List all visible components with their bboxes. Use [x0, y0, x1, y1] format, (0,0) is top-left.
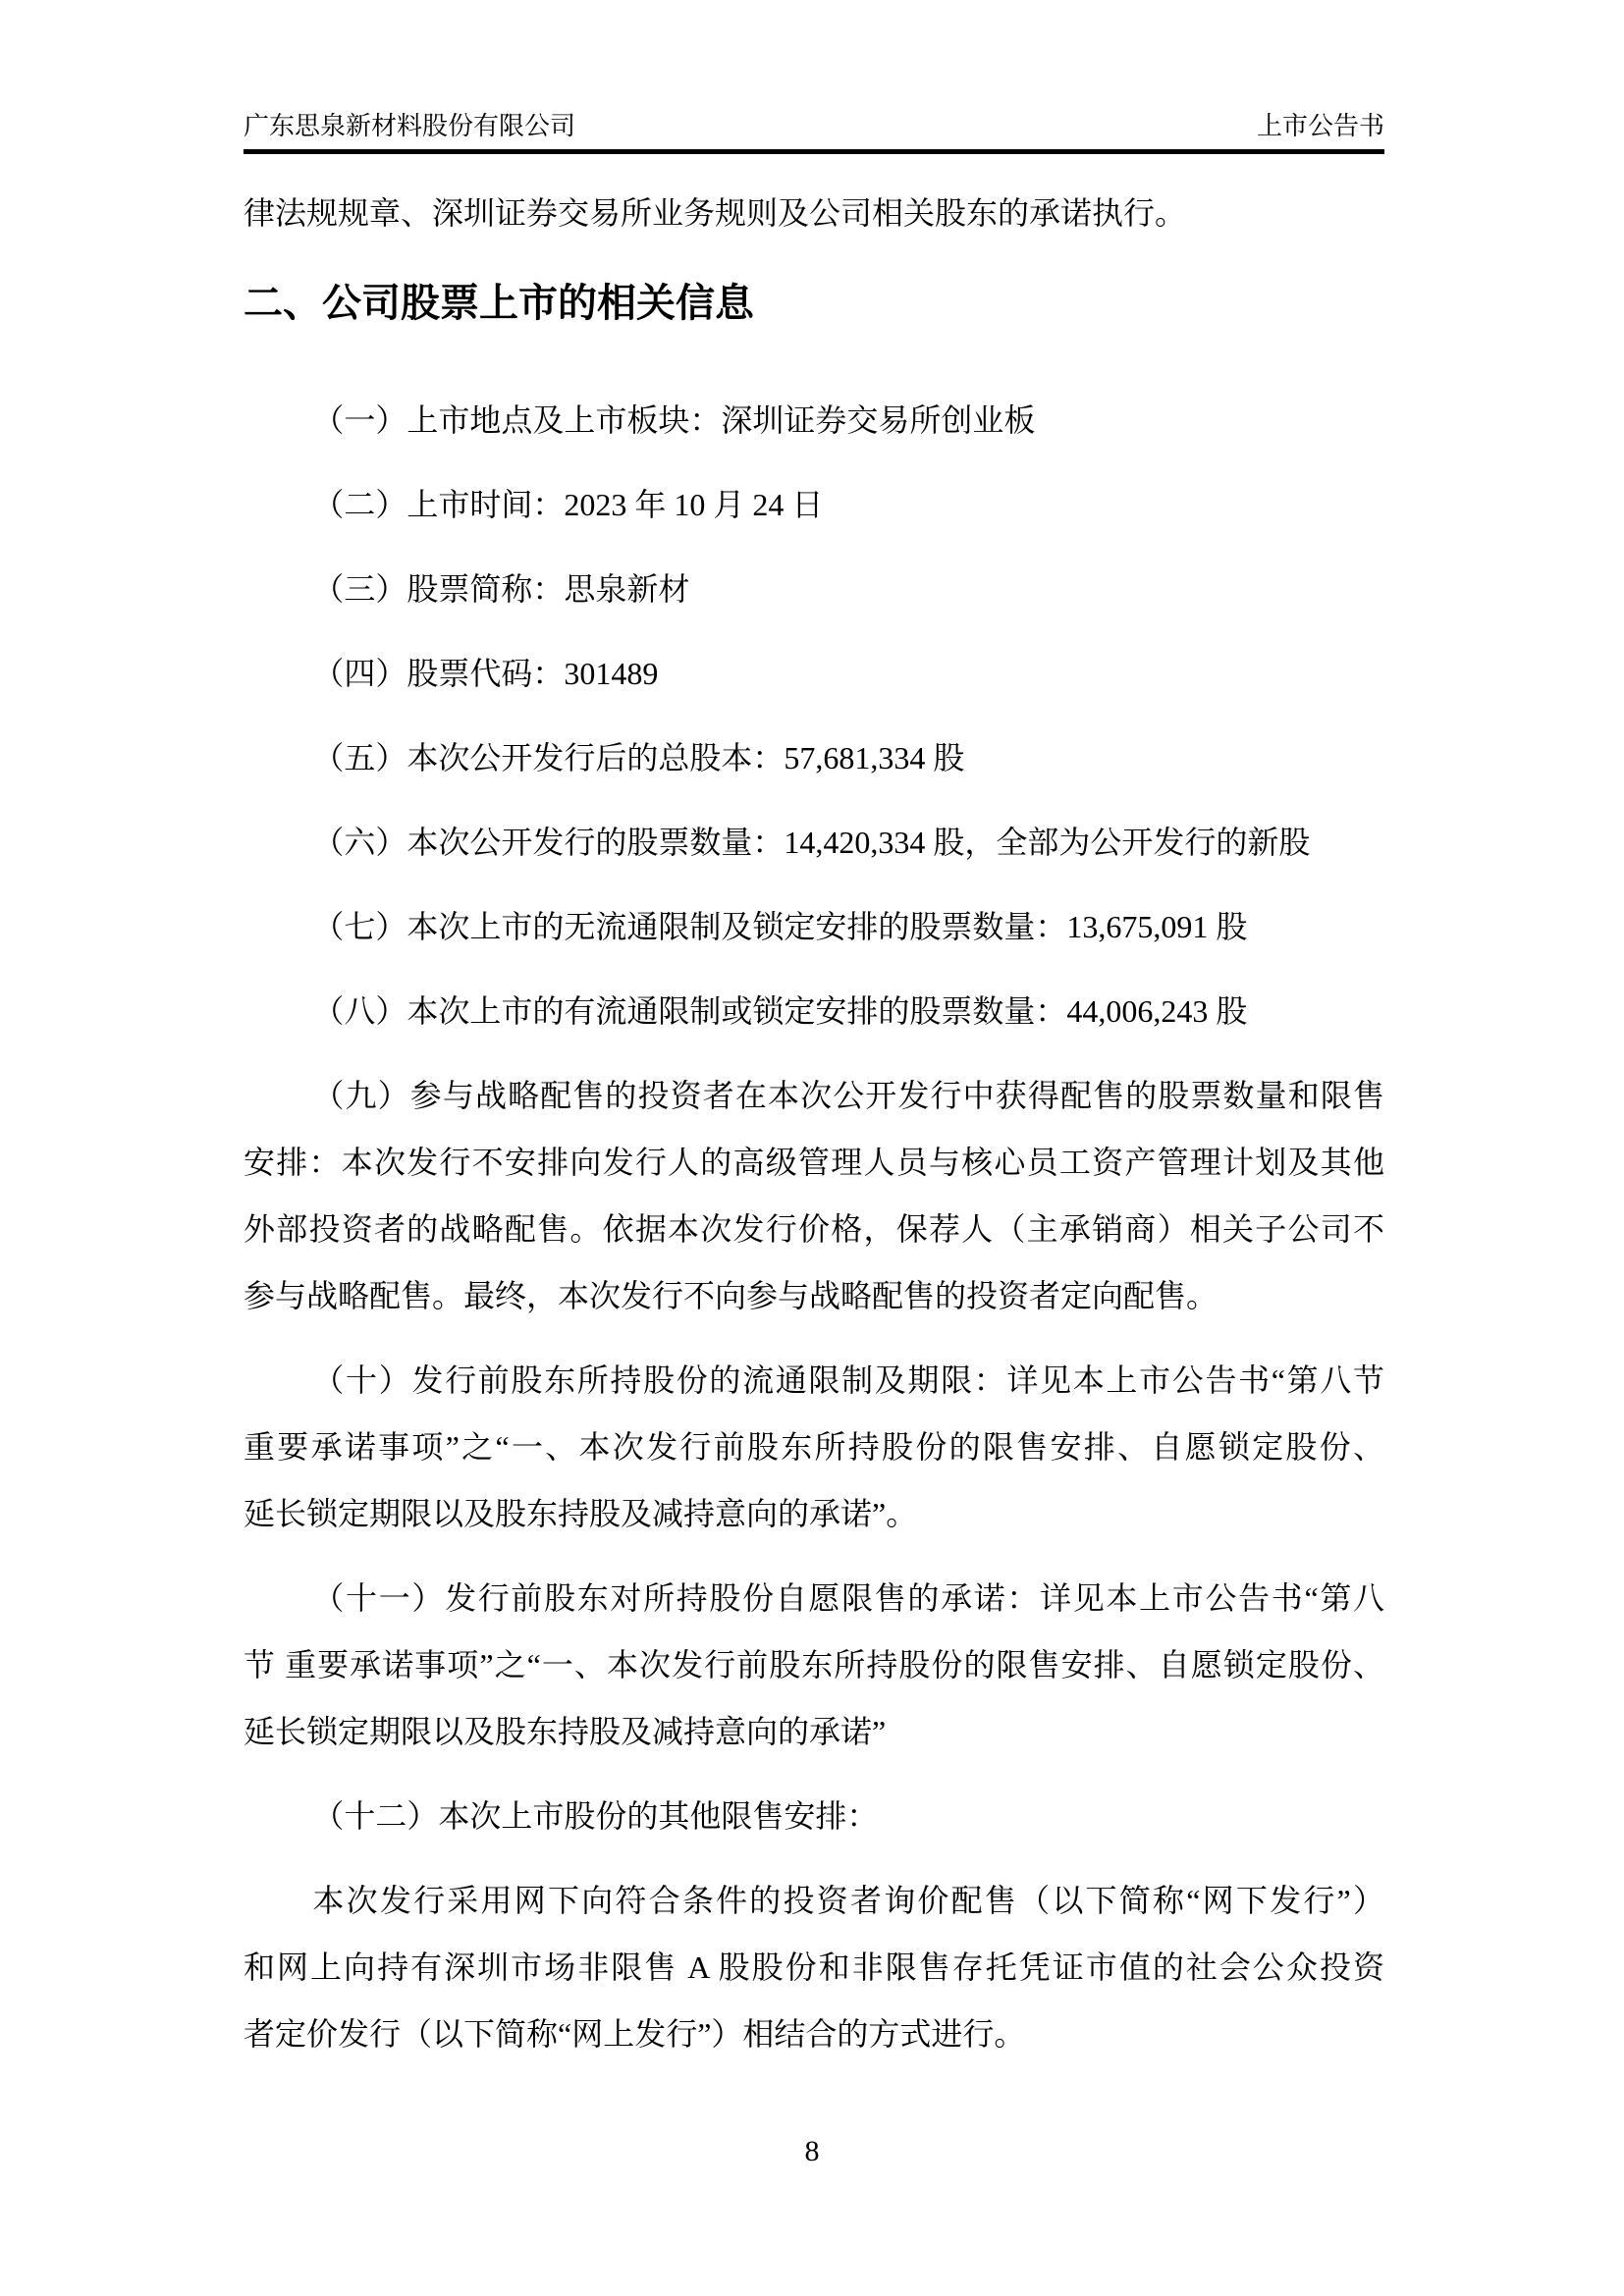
paragraph-line: 者定价发行（以下简称“网上发行”）相结合的方式进行。	[244, 2016, 1026, 2052]
paragraph-line: （九）参与战略配售的投资者在本次公开发行中获得配售的股票数量和限售	[312, 1078, 1384, 1113]
page-header	[244, 0, 1384, 154]
page-footer	[0, 2118, 1624, 2185]
list-item-line: （八）本次上市的有流通限制或锁定安排的股票数量：44,006,243 股	[312, 993, 1248, 1029]
list-item-6	[244, 809, 1384, 876]
paragraph-line: 延长锁定期限以及股东持股及减持意向的承诺”。	[244, 1496, 918, 1531]
paragraph-line: 节 重要承诺事项”之“一、本次发行前股东所持股份的限售安排、自愿锁定股份、	[244, 1647, 1384, 1682]
list-item-line: （六）本次公开发行的股票数量：14,420,334 股，全部为公开发行的新股	[312, 825, 1311, 860]
list-item-5	[244, 724, 1384, 791]
paragraph-line: 延长锁定期限以及股东持股及减持意向的承诺”	[244, 1714, 887, 1749]
header-doc-type: 上市公告书	[1256, 112, 1384, 140]
paragraph-line: 本次发行采用网下向符合条件的投资者询价配售（以下简称“网下发行”）	[312, 1883, 1384, 1918]
list-item-line: （一）上市地点及上市板块：深圳证券交易所创业板	[312, 402, 1036, 438]
paragraph-line: 参与战略配售。最终，本次发行不向参与战略配售的投资者定向配售。	[244, 1278, 1218, 1313]
list-item-line: （四）股票代码：301489	[312, 656, 659, 691]
list-item-line: （三）股票简称：思泉新材	[312, 571, 690, 607]
list-item-line: （五）本次公开发行后的总股本：57,681,334 股	[312, 740, 965, 775]
list-item-1	[244, 387, 1384, 454]
paragraph-line: （十）发行前股东所持股份的流通限制及期限：详见本上市公告书“第八节	[312, 1362, 1384, 1398]
list-item-11	[244, 1565, 1384, 1765]
list-item-line: （十二）本次上市股份的其他限售安排：	[312, 1798, 879, 1834]
document-body	[244, 180, 1384, 2067]
list-item-2	[244, 471, 1384, 538]
list-item-9	[244, 1062, 1384, 1329]
list-item-7	[244, 893, 1384, 960]
paragraph-line: 外部投资者的战略配售。依据本次发行价格，保荐人（主承销商）相关子公司不	[244, 1211, 1384, 1247]
section-heading: 二、公司股票上市的相关信息	[244, 282, 754, 325]
closing-paragraph	[244, 1867, 1384, 2067]
list-item-3	[244, 556, 1384, 622]
list-item-12	[244, 1783, 1384, 1849]
list-item-line: （二）上市时间：2023 年 10 月 24 日	[312, 487, 824, 522]
page-number: 8	[804, 2135, 820, 2167]
list-item-4	[244, 640, 1384, 707]
paragraph-line: 和网上向持有深圳市场非限售 A 股股份和非限售存托凭证市值的社会公众投资	[244, 1949, 1384, 1985]
list-item-10	[244, 1347, 1384, 1547]
list-item-line: （七）本次上市的无流通限制及锁定安排的股票数量：13,675,091 股	[312, 909, 1248, 944]
paragraph-line: （十一）发行前股东对所持股份自愿限售的承诺：详见本上市公告书“第八	[312, 1580, 1384, 1616]
header-company-name: 广东思泉新材料股份有限公司	[244, 112, 576, 140]
intro-line: 律法规规章、深圳证券交易所业务规则及公司相关股东的承诺执行。	[244, 195, 1187, 231]
list-item-8	[244, 978, 1384, 1044]
paragraph-line: 安排：本次发行不安排向发行人的高级管理人员与核心员工资产管理计划及其他	[244, 1145, 1384, 1180]
paragraph-line: 重要承诺事项”之“一、本次发行前股东所持股份的限售安排、自愿锁定股份、	[244, 1429, 1384, 1465]
